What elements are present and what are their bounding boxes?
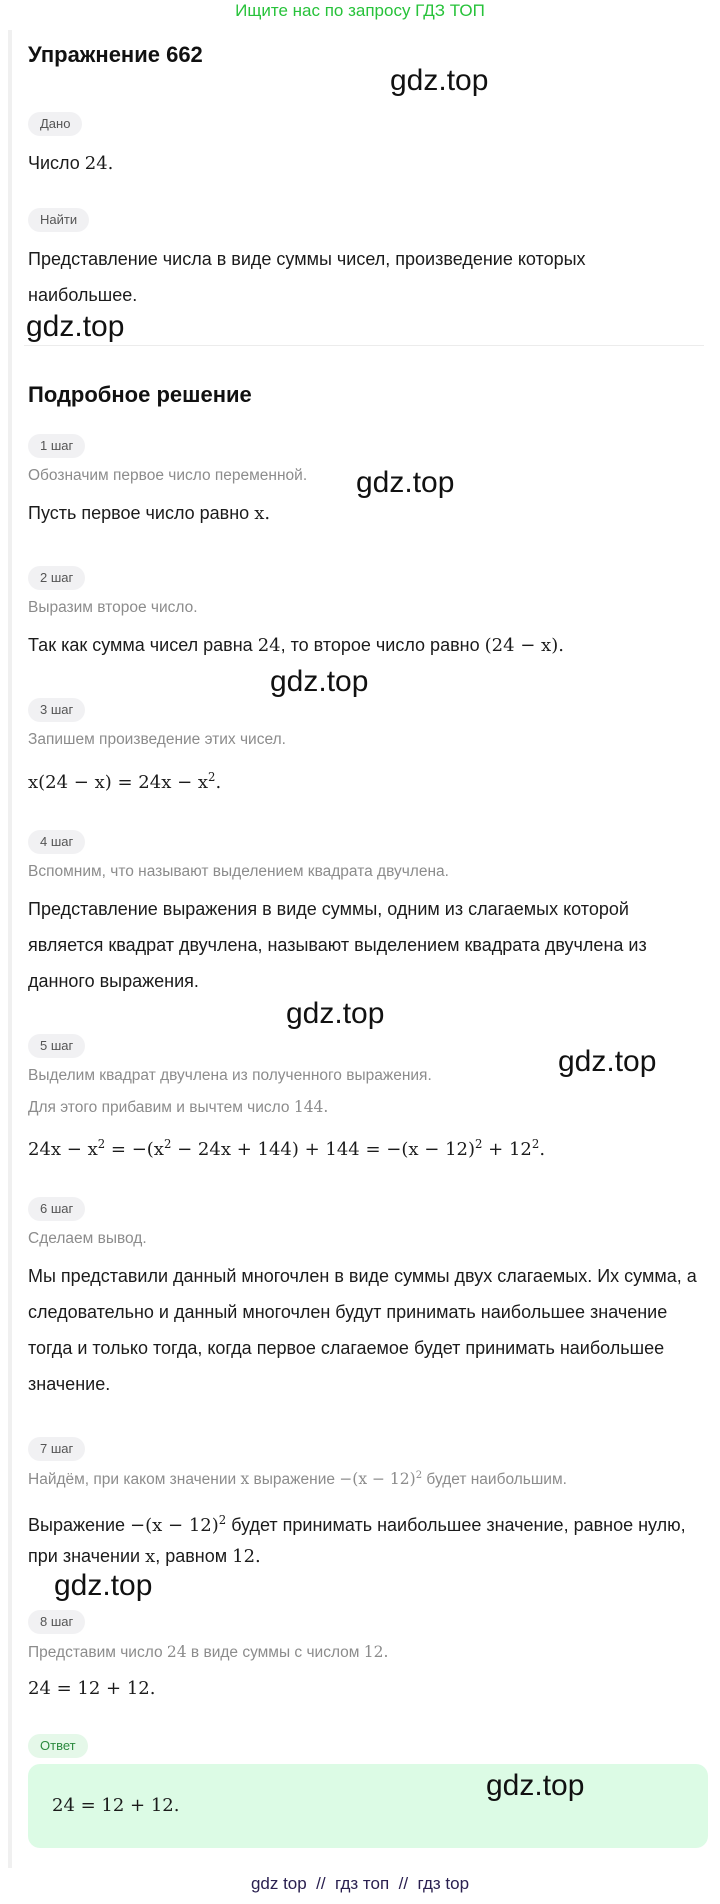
step-5-hint: Выделим квадрат двучлена из полученного выражения.: [28, 1067, 432, 1084]
section-divider: [24, 345, 704, 346]
step-1-badge: 1 шаг: [28, 434, 85, 458]
footer-links[interactable]: gdz top // гдз топ // гдз top: [250, 1874, 470, 1893]
step-8-formula: 24 = 12 + 12.: [28, 1678, 156, 1699]
answer-badge: Ответ: [28, 1734, 88, 1758]
step-1-hint: Обозначим первое число переменной.: [28, 467, 308, 484]
step-6-hint: Сделаем вывод.: [28, 1230, 147, 1247]
step-2-text: Так как сумма чисел равна 24, то второе число равно (24 − x).: [28, 635, 564, 656]
step-3-formula: $x(24 - x) = 24x - x^2$.: [28, 770, 222, 793]
watermark: gdz.top: [390, 64, 489, 97]
step-4-line-2: является квадрат двучлена, называют выделением квадрата двучлена из: [28, 935, 647, 955]
given-text: Число 24.: [28, 153, 114, 174]
watermark: gdz.top: [54, 1569, 153, 1602]
step-3-badge: 3 шаг: [28, 698, 85, 722]
step-4-hint: Вспомним, что называют выделением квадрата двучлена.: [28, 863, 449, 880]
step-6-line-1: Мы представили данный многочлен в виде суммы двух слагаемых. Их сумма, а: [28, 1266, 697, 1286]
step-1-text: Пусть первое число равно x.: [28, 503, 271, 524]
step-2-hint: Выразим второе число.: [28, 599, 198, 616]
step-4-badge: 4 шаг: [28, 830, 85, 854]
find-text-line-1: Представление числа в виде суммы чисел, произведение которых: [28, 249, 586, 269]
step-6-line-2: следовательно и данный многочлен будут принимать наибольшее значение: [28, 1302, 668, 1322]
step-6-badge: 6 шаг: [28, 1197, 85, 1221]
step-4-line-1: Представление выражения в виде суммы, одним из слагаемых которой: [28, 899, 629, 919]
solution-title: Подробное решение: [28, 382, 252, 407]
step-4-line-3: данного выражения.: [28, 971, 199, 991]
watermark: gdz.top: [558, 1045, 657, 1078]
step-5-hint-2: Для этого прибавим и вычтем число 144.: [28, 1098, 329, 1116]
step-8-hint: Представим число 24 в виде суммы с числом 12.: [28, 1643, 389, 1661]
step-5-badge: 5 шаг: [28, 1034, 85, 1058]
search-banner: Ищите нас по запросу ГДЗ ТОП: [235, 1, 485, 20]
watermark: gdz.top: [356, 466, 455, 499]
watermark: gdz.top: [26, 310, 125, 343]
watermark: gdz.top: [270, 665, 369, 698]
answer-formula: 24 = 12 + 12.: [52, 1795, 180, 1816]
step-6-line-3: тогда и только тогда, когда первое слагаемое будет принимать наибольшее: [28, 1338, 665, 1358]
watermark: gdz.top: [286, 997, 385, 1030]
step-7-hint: Найдём, при каком значении x выражение $-(x - 12)^2$ будет наибольшим.: [28, 1470, 567, 1489]
step-2-badge: 2 шаг: [28, 566, 85, 590]
watermark: gdz.top: [486, 1769, 585, 1802]
step-8-badge: 8 шаг: [28, 1610, 85, 1634]
exercise-title: Упражнение 662: [28, 42, 203, 67]
find-badge: Найти: [28, 208, 89, 232]
step-7-line-2: при значении x, равном 12.: [28, 1546, 261, 1567]
step-7-line-1: Выражение $-(x - 12)^2$ будет принимать наибольшее значение, равное нулю,: [28, 1513, 686, 1536]
find-text-line-2: наибольшее.: [28, 285, 138, 305]
given-badge: Дано: [28, 112, 82, 136]
step-6-line-4: значение.: [28, 1374, 111, 1394]
step-5-formula: $24x - x^2 = -(x^2 - 24x + 144) + 144 = -(x - 12)^2 + 12^2$.: [28, 1137, 546, 1160]
step-3-hint: Запишем произведение этих чисел.: [28, 731, 286, 748]
step-7-badge: 7 шаг: [28, 1437, 85, 1461]
